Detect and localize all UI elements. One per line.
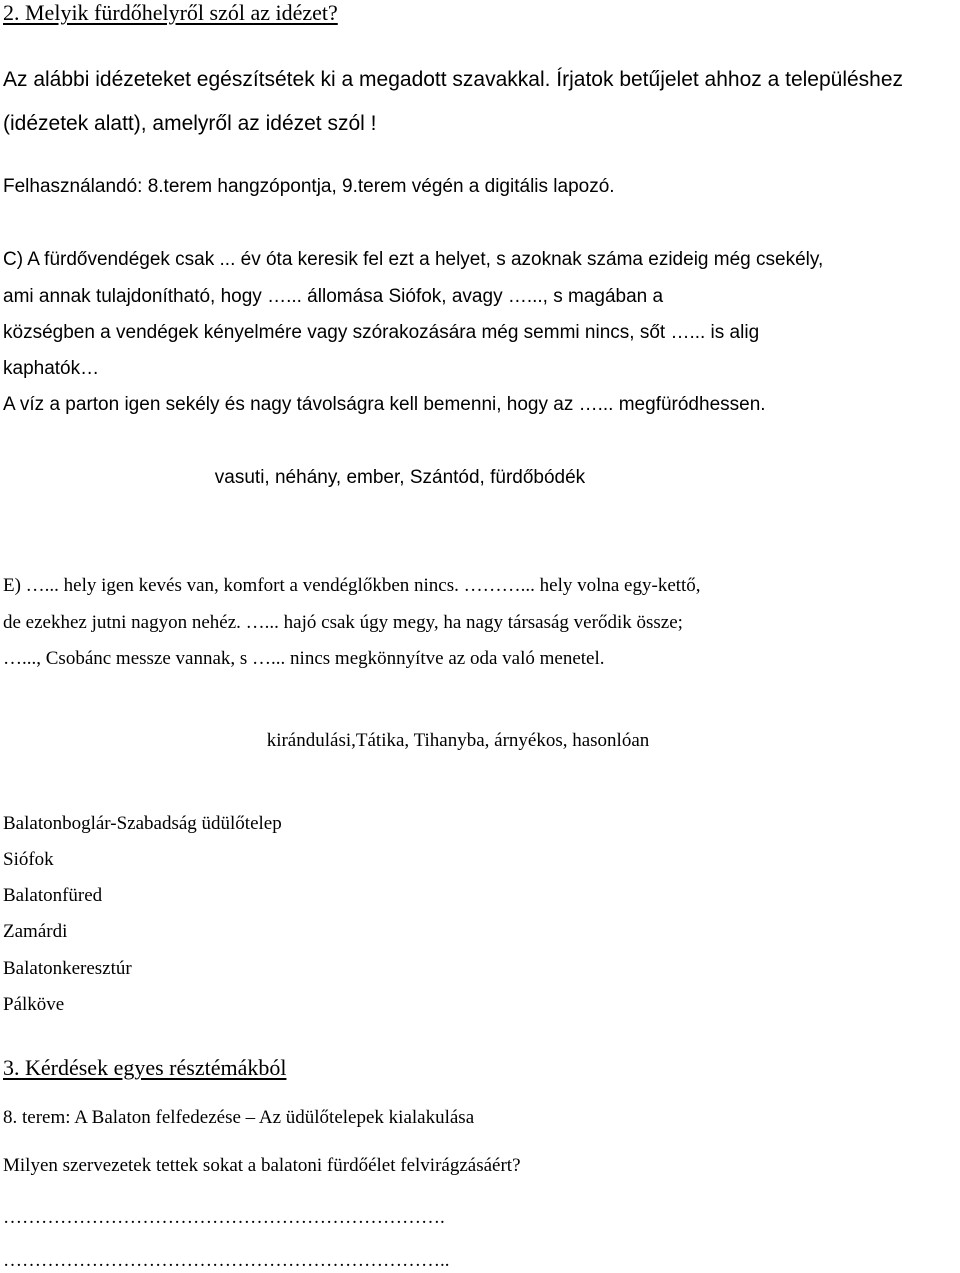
quote-c-line2: ami annak tulajdonítható, hogy …... állomása Siófok, avagy …..., s magában a [3, 286, 664, 307]
room-line: 8. terem: A Balaton felfedezése – Az üdülőtelepek kialakulása [3, 1107, 475, 1128]
resources-line: Felhasználandó: 8.terem hangzópontja, 9.terem végén a digitális lapozó. [3, 176, 615, 197]
section2-heading: 2. Melyik fürdőhelyről szól az idézet? [3, 0, 338, 25]
place-item: Zamárdi [3, 921, 68, 942]
quote-e-line2: de ezekhez jutni nagyon nehéz. …... hajó csak úgy megy, ha nagy társaság verődik össze; [3, 612, 683, 633]
quote-e-word-bank: kirándulási,Tátika, Tihanyba, árnyékos, hasonlóan [266, 730, 650, 751]
quote-c-line1: C) A fürdővendégek csak ... év óta keresik fel ezt a helyet, s azoknak száma ezideig még csekély, [3, 249, 824, 270]
answer-line-1[interactable]: ……………………………………………………………. [3, 1207, 445, 1228]
place-item: Balatonfüred [3, 885, 103, 906]
instructions-line1: Az alábbi idézeteket egészítsétek ki a megadott szavakkal. Írjatok betűjelet ahhoz a településhez [3, 68, 904, 91]
quote-c-word-bank: vasuti, néhány, ember, Szántód, fürdőbódék [214, 467, 586, 488]
answer-line-2[interactable]: …………………………………………………………….. [3, 1250, 450, 1271]
quote-c-line3: községben a vendégek kényelmére vagy szórakozására még semmi nincs, sőt …... is alig [3, 322, 760, 343]
section3-heading: 3. Kérdések egyes résztémákból [3, 1055, 287, 1080]
quote-c-line4: kaphatók… [3, 358, 100, 379]
quote-e-line1: E) …... hely igen kevés van, komfort a vendéglőkben nincs. ………... hely volna egy-kettő, [3, 575, 701, 596]
place-item: Balatonboglár-Szabadság üdülőtelep [3, 813, 282, 834]
place-item: Pálköve [3, 994, 65, 1015]
quote-e-line3: …..., Csobánc messze vannak, s …... nincs megkönnyítve az oda való menetel. [3, 648, 605, 669]
question-line: Milyen szervezetek tettek sokat a balatoni fürdőélet felvirágzásáért? [3, 1155, 521, 1176]
quote-c-line5: A víz a parton igen sekély és nagy távolságra kell bemenni, hogy az …... megfüródhessen. [3, 394, 766, 415]
place-item: Balatonkeresztúr [3, 958, 132, 979]
instructions-line2: (idézetek alatt), amelyről az idézet szól ! [3, 112, 377, 135]
place-item: Siófok [3, 849, 54, 870]
